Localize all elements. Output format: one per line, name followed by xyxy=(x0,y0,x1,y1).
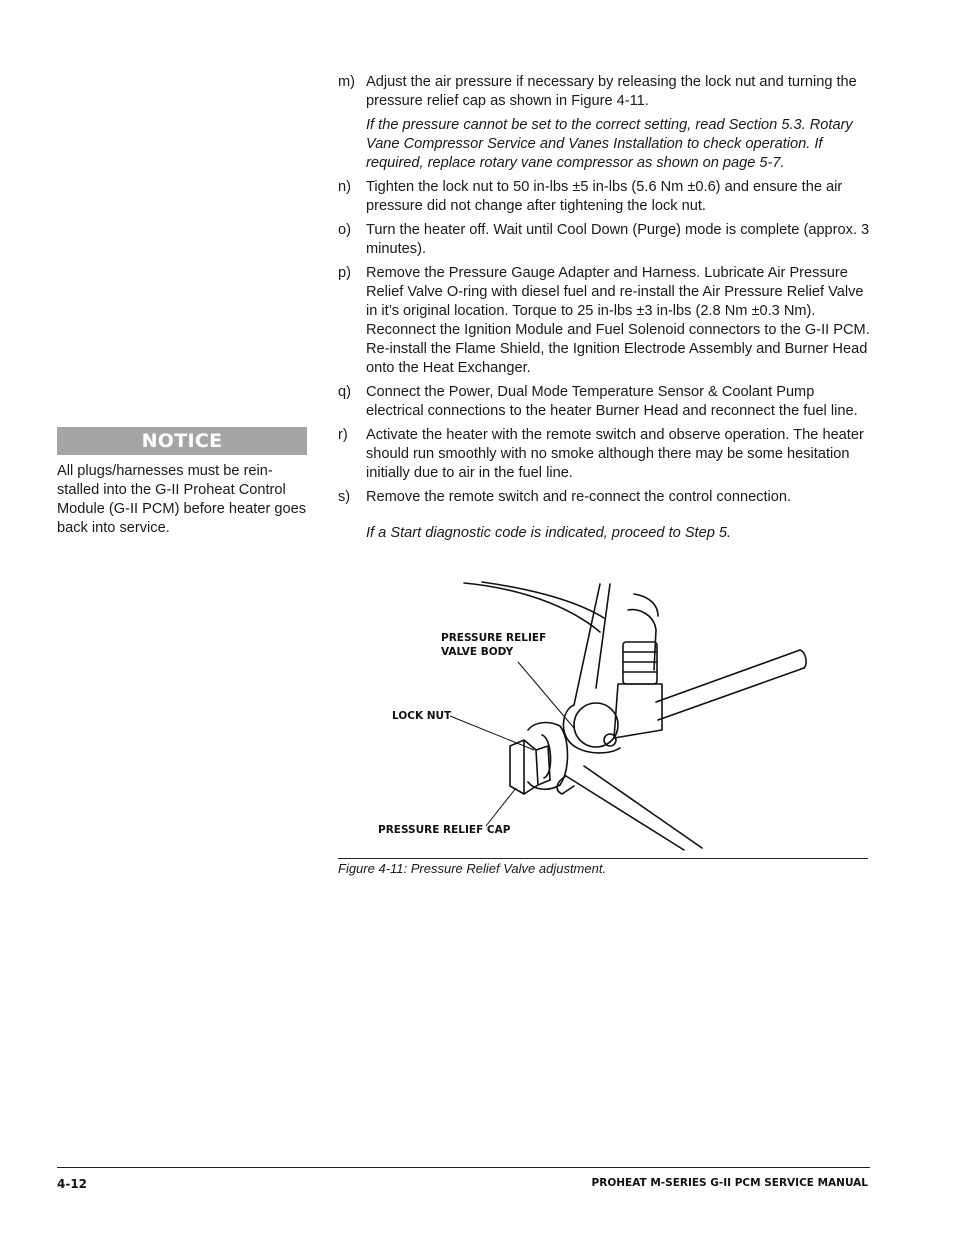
step-letter: n) xyxy=(338,179,351,195)
notice-text: All plugs/harnesses must be rein-stalled into the G-II Proheat Control Module (G-II PCM) before heater goes back into service. xyxy=(57,463,307,536)
notice-box xyxy=(57,427,307,538)
callout-valve-body-line2: VALVE BODY xyxy=(441,646,514,658)
step-q xyxy=(338,383,870,421)
figure-pressure-relief-valve xyxy=(338,580,868,880)
step-p xyxy=(338,264,870,378)
footer-divider xyxy=(57,1167,870,1168)
callout-valve-body-line1: PRESSURE RELIEF xyxy=(441,632,547,644)
step-letter: r) xyxy=(338,427,348,443)
step-n xyxy=(338,178,870,216)
callout-relief-cap: PRESSURE RELIEF CAP xyxy=(378,824,511,836)
note-pressure-setting: If the pressure cannot be set to the correct setting, read Section 5.3. Rotary Vane Compressor Service and Vanes Installation to check operation. If required, replace rotary vane compressor as shown on page 5-7. xyxy=(366,117,853,171)
manual-title: PROHEAT M-SERIES G-II PCM SERVICE MANUAL xyxy=(591,1177,868,1189)
step-letter: q) xyxy=(338,384,351,400)
figure-caption: Figure 4-11: Pressure Relief Valve adjustment. xyxy=(338,861,607,876)
step-letter: p) xyxy=(338,265,351,281)
figure-divider xyxy=(338,858,868,859)
step-letter: m) xyxy=(338,74,356,90)
step-text: Remove the remote switch and re-connect the control connection. xyxy=(366,489,792,505)
callout-valve-body xyxy=(441,631,546,659)
notice-title: NOTICE xyxy=(141,430,223,452)
step-text: Tighten the lock nut to 50 in-lbs ±5 in-lbs (5.6 Nm ±0.6) and ensure the air pressure did not change after tightening the lock nut. xyxy=(366,179,843,214)
step-text: Turn the heater off. Wait until Cool Down (Purge) mode is complete (approx. 3 minutes). xyxy=(366,222,870,257)
step-text: Activate the heater with the remote switch and observe operation. The heater should run smoothly with no smoke although there may be some hesitation initially due to air in the fuel line. xyxy=(366,427,864,481)
step-r xyxy=(338,426,870,483)
step-text: Remove the Pressure Gauge Adapter and Harness. Lubricate Air Pressure Relief Valve O-ring with diesel fuel and re-install the Air Pressure Relief Valve in it’s original location. Torque to 25 in-lbs ±3 in-lbs (2.8 Nm ±0.3 Nm). Reconnect the Ignition Module and Fuel Solenoid connectors to the G-II PCM. Re-install the Flame Shield, the Ignition Electrode Assembly and Burner Head onto the Heat Exchanger. xyxy=(366,265,870,376)
step-text: Connect the Power, Dual Mode Temperature Sensor & Coolant Pump electrical connections to the heater Burner Head and reconnect the fuel line. xyxy=(366,384,858,419)
step-text: Adjust the air pressure if necessary by releasing the lock nut and turning the pressure relief cap as shown in Figure 4-11. xyxy=(366,74,857,109)
step-letter: o) xyxy=(338,222,351,238)
notice-banner xyxy=(57,427,307,455)
callout-lock-nut: LOCK NUT xyxy=(392,710,452,722)
step-s xyxy=(338,488,870,507)
step-o xyxy=(338,221,870,259)
page-number: 4-12 xyxy=(57,1177,88,1191)
note-start-diagnostic: If a Start diagnostic code is indicated, proceed to Step 5. xyxy=(366,525,732,541)
step-m xyxy=(338,73,870,111)
procedure-steps xyxy=(338,73,870,548)
step-letter: s) xyxy=(338,489,351,505)
